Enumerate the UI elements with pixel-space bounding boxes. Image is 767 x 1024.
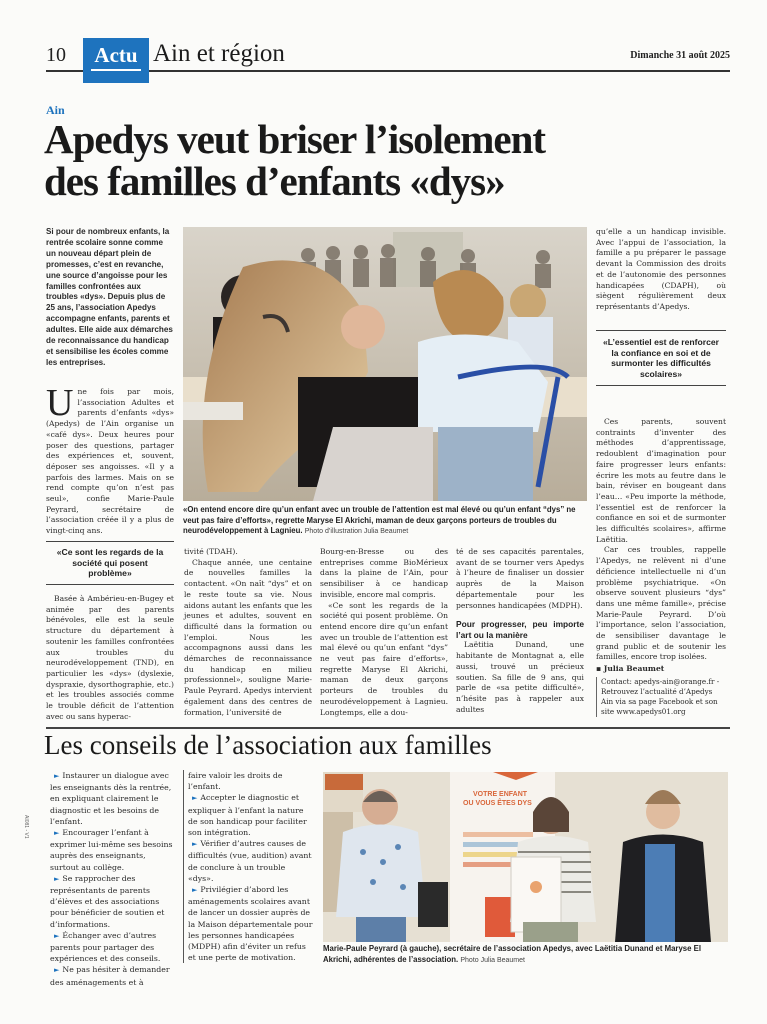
pull-quote-2: «L’essentiel est de renforcer la confiance en soi et de surmonter les difficultés scolaires» — [596, 330, 726, 386]
issue-date: Dimanche 31 août 2025 — [630, 50, 730, 61]
classroom-photo-illustration — [183, 227, 587, 501]
headline-line-2: des familles d’enfants «dys» — [44, 158, 505, 204]
triangle-bullet-icon: ► — [54, 966, 60, 975]
column-4-text-b: Laëtitia Dunand, une habitante de Montagnat a, elle aussi, trouvé un précieux soutien. Sa fille de 9 ans, qui parle de «sa petite difficulté», n’hésite pas à rappeler aux adultes — [456, 640, 584, 714]
rubric-label: Actu — [94, 43, 138, 67]
tips-column-1 — [50, 770, 175, 988]
tip-item — [188, 792, 313, 838]
column-5-text-c: Car ces troubles, rappelle l’Apedys, ne relèvent ni d’une déficience intellectuelle ni d’un problème psychiatrique. «On observe souvent plusieurs “dys” dans une même famille», précise Marie-Paule Peyrard. D’où l’importance, selon l’association, de sensibiliser davantage le grand public et de soutenir les familles, encore trop isolées. — [596, 545, 726, 662]
caption-1-text: «On entend encore dire qu’un enfant avec un trouble de l’attention est mal élevé ou qu’un enfant “dys” ne veut pas faire d’efforts», regrette Maryse El Akrichi, maman de deux garçons porteurs de troubles du neurodéveloppement à Lagnieu. — [183, 505, 576, 535]
article-column-1b: Basée à Ambérieu-en-Bugey et animée par des parents bénévoles, elle est la seule structure du département à soutenir les familles confrontées aux troubles du neurodéveloppement (TND), en particulier les «dys» (dyslexie, dyspraxie, dysorthographie, etc.) et les troubles associés comme le trouble déficit de l’attention avec ou sans hyperac- — [46, 594, 174, 721]
rubric-badge — [83, 38, 149, 83]
tip-item — [188, 884, 313, 963]
tips-title: Les conseils de l’association aux familles — [44, 730, 492, 760]
tip-text: Échanger avec d’autres parents pour partager des expériences et des conseils. — [50, 930, 161, 964]
triangle-bullet-icon: ► — [54, 931, 60, 940]
author-byline: ▪ Julia Beaumet — [596, 664, 665, 674]
caption-1-credit: Photo d’illustration Julia Beaumet — [304, 528, 409, 535]
tip-item — [50, 873, 175, 930]
author-name: Julia Beaumet — [603, 664, 665, 674]
column-4-text-a: té de ses capacités parentales, avant de se tourner vers Apedys à l’heure de finaliser un dossier auprès de la Maison départementale pour les personnes handicapées (MDPH). — [456, 547, 584, 610]
tip-text: Encourager l’enfant à exprimer lui-même ses besoins auprès des enseignants, surtout au collège. — [50, 828, 173, 872]
triangle-bullet-icon: ► — [192, 840, 198, 849]
column-3-text-a: Bourg-en-Bresse ou des entreprises comme BioMérieux dans la plaine de l’Ain, pour sensibiliser à ce handicap invisible, encore mal compris. — [320, 547, 448, 599]
article-lead — [46, 382, 174, 537]
members-photo — [323, 772, 728, 942]
article-column-5a: qu’elle a un handicap invisible. Avec l’appui de l’association, la famille a pu préparer le passage devant la Commission des droits et de l’autonomie des personnes handicapées (CDAPH), où siègent régulièrement deux représentants d’Apedys. — [596, 227, 726, 311]
tip-item — [50, 930, 175, 965]
section-title: Ain et région — [153, 40, 291, 68]
article-column-5b — [596, 417, 726, 717]
article-column-3 — [320, 547, 448, 718]
tip-text: Vérifier d’autres causes de difficultés (vue, audition) avant de conclure à un trouble «dys». — [188, 839, 312, 883]
tip-text: Privilégier d’abord les aménagements scolaires avant de lancer un dossier auprès de la Maison départementale pour les personnes handicapées (MDPH) afin d’éviter un refus et une perte de motivation. — [188, 885, 313, 963]
article-standfirst: Si pour de nombreux enfants, la rentrée scolaire sonne comme un nouveau départ plein de promesses, c’est en revanche, une source d’angoisse pour les familles confrontées aux troubles «dys». Depuis plus de 25 ans, l’association Apedys accompagne enfants, parents et adultes. Elle aide aux démarches de reconnaissance du handicap et sensibilise les écoles comme les entreprises. — [46, 227, 173, 367]
triangle-bullet-icon: ► — [192, 886, 198, 895]
tip-item — [50, 827, 175, 873]
rubric-underline — [91, 69, 141, 71]
photo-caption-1 — [183, 505, 587, 538]
triangle-bullet-icon: ► — [54, 874, 60, 883]
drop-cap: U — [46, 382, 74, 424]
photo-caption-2 — [323, 944, 728, 966]
tips-column-2 — [183, 770, 313, 963]
article-kicker: Ain — [46, 103, 65, 117]
column-5-text-b: Ces parents, souvent contraints d’inventer des méthodes d’apprentissage, redoublent d’imagination pour faire progresser leurs enfants: écrire les mots au feutre dans le bain, réviser en bougeant dans l’eau… «Peu importe la méthode, l’essentiel est de renforcer la confiance en soi et de surmonter les difficultés scolaires», affirme Laëtitia. — [596, 417, 726, 544]
article-headline — [44, 118, 704, 202]
tip-item — [50, 770, 175, 827]
tip-text: Instaurer un dialogue avec les enseignants dès la rentrée, en expliquant clairement le diagnostic et les besoins de l’enfant. — [50, 771, 172, 826]
tip-continuation: faire valoir les droits de l’enfant. — [188, 771, 283, 792]
tip-text: Ne pas hésiter à demander des aménagements et à — [50, 965, 170, 987]
triangle-bullet-icon: ► — [54, 829, 60, 838]
lead-text: ne fois par mois, l’association Adultes et parents d’enfants «dys» (Apedys) de l’Ain organise un «café dys». Deux heures pour poser des questions, partager des expériences et, souvent, déposer ses angoisses. «Il y a parfois des larmes. Mais on se rend compte qu’on n’est pas seul», confie Marie-Paule Peyrard, secrétaire de l’association créée il y a plus de vingt-cinq ans. — [46, 387, 174, 536]
tip-item — [50, 964, 175, 987]
tip-text: Se rapprocher des représentants de parents d’élèves et des associations pour bénéficier de soutien et d’informations. — [50, 873, 165, 929]
tip-item — [188, 838, 313, 884]
banner-text-1: VOTRE ENFANT — [473, 791, 528, 798]
caption-2-text: Marie-Paule Peyrard (à gauche), secrétaire de l’association Apedys, avec Laëtitia Dunand et Maryse El Akrichi, adhérentes de l’association. — [323, 944, 702, 964]
article-column-4 — [456, 547, 584, 715]
caption-2-credit: Photo Julia Beaumet — [460, 956, 525, 964]
article-column-2 — [184, 547, 312, 718]
column-2-text-b: Chaque année, une centaine de nouvelles familles la contactent. «On naît “dys” et on le reste toute sa vie. Nous aidons autant les enfants que les jeunes et adultes, souvent en difficulté dans la formation ou l’emploi. Nous les accompagnons aussi dans les démarches de reconnaissance du handicap en milieu professionnel», souligne Marie-Paule Peyrard. Apedys intervient également dans des centres de formation, l’université de — [184, 557, 312, 717]
column-3-text-b: «Ce sont les regards de la société qui posent problème. On entend encore dire qu’un enfant avec un trouble de l’attention est mal élevé ou qu’un enfant “dys” ne veut pas faire d’efforts», regrette Maryse El Akrichi, maman de deux garçons porteurs de troubles du neurodéveloppement à Lagnieu. Longtemps, elle a dou- — [320, 600, 448, 717]
column-2-text-a: tivité (TDAH). — [184, 547, 238, 556]
intertitle: Pour progresser, peu importe l’art ou la manière — [456, 619, 584, 640]
triangle-bullet-icon: ► — [54, 772, 60, 780]
tip-text: Accepter le diagnostic et expliquer à l’enfant la nature de son handicap pour faciliter son intégration. — [188, 793, 307, 838]
banner-text-2: OU VOUS ÊTES DYS — [463, 800, 532, 807]
contact-info: Contact: apedys-ain@orange.fr - Retrouvez l’actualité d’Apedys Ain via sa page Facebook et son site www.apedys01.org — [596, 677, 726, 717]
headline-line-1: Apedys veut briser l’isolement — [44, 116, 546, 162]
page-code: AI081 - V1 — [23, 815, 29, 839]
classroom-photo — [183, 227, 587, 501]
members-photo-illustration — [323, 772, 728, 942]
pull-quote-1: «Ce sont les regards de la société qui posent problème» — [46, 541, 174, 585]
page-number: 10 — [46, 44, 66, 66]
triangle-bullet-icon: ► — [192, 794, 198, 803]
